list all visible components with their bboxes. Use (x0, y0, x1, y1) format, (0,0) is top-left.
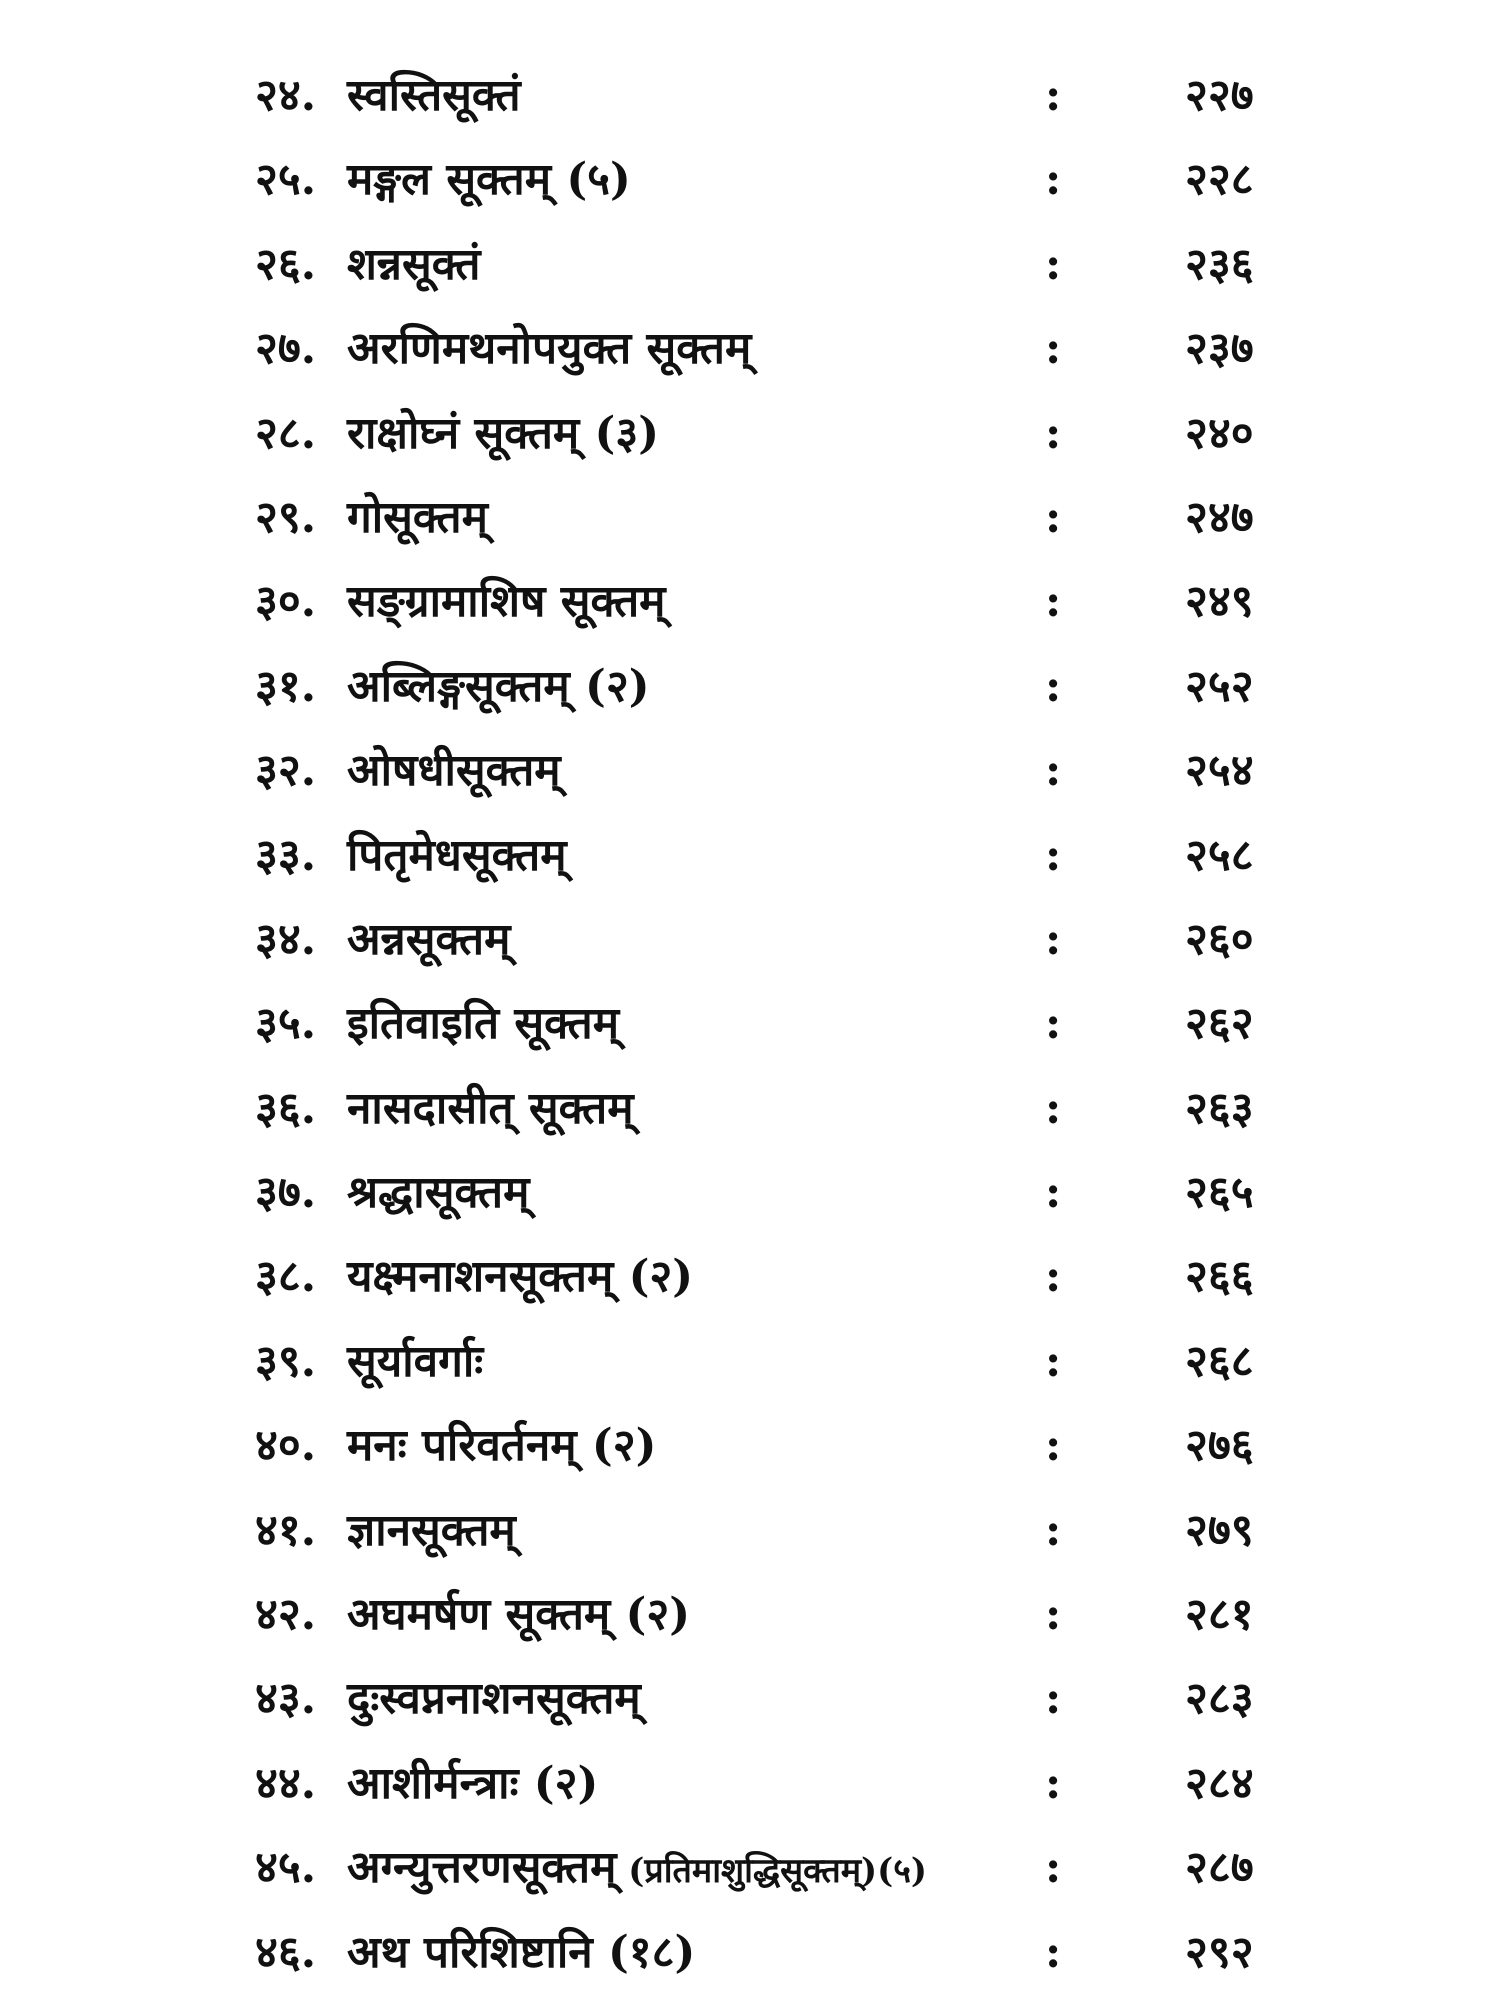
entry-number: ४४. (255, 1757, 317, 1809)
entry-separator: : (1045, 1167, 1062, 1219)
toc-entry (255, 1067, 1295, 1151)
entry-title: श्रद्धासूक्तम् (347, 1167, 530, 1219)
entry-separator: : (1045, 1926, 1062, 1978)
toc-entry (255, 1911, 1295, 1995)
entry-number: २५. (255, 154, 317, 206)
entry-number: २९. (255, 491, 317, 543)
entry-title-text: अग्न्युत्तरणसूक्तम् (347, 1842, 617, 1894)
entry-number: ३२. (255, 745, 317, 797)
toc-entry (255, 1320, 1295, 1404)
toc-entry (255, 645, 1295, 729)
entry-number: ३६. (255, 1082, 317, 1134)
entry-number: ३५. (255, 998, 317, 1050)
entry-number: ३७. (255, 1167, 317, 1219)
entry-separator: : (1045, 829, 1062, 881)
entry-separator: : (1045, 1673, 1062, 1725)
entry-title (347, 1826, 927, 1913)
entry-number: ४५. (255, 1842, 317, 1894)
entry-number: २४. (255, 70, 317, 121)
entry-page-number: २५८ (1185, 829, 1254, 881)
entry-separator: : (1045, 491, 1062, 543)
entry-page-number: २२७ (1185, 70, 1254, 121)
entry-title: राक्षोघ्नं सूक्तम् (३) (347, 407, 660, 459)
entry-separator: : (1045, 1757, 1062, 1809)
toc-entry (255, 54, 1295, 138)
toc-entry (255, 898, 1295, 982)
toc-entry (255, 814, 1295, 898)
entry-title: अथ परिशिष्टानि (१८) (347, 1926, 696, 1978)
toc-entry (255, 1657, 1295, 1741)
toc-entry (255, 560, 1295, 644)
entry-number: ३३. (255, 829, 317, 881)
toc-entry (255, 729, 1295, 813)
entry-page-number: २३६ (1185, 238, 1254, 290)
entry-title: आशीर्मन्त्राः (२) (347, 1757, 599, 1809)
entry-number: ४६. (255, 1926, 317, 1978)
entry-separator: : (1045, 1589, 1062, 1641)
entry-separator: : (1045, 1082, 1062, 1134)
entry-subtitle-note: (प्रतिमाशुद्धिसूक्तम्)(५) (616, 1851, 927, 1892)
entry-page-number: २६२ (1185, 998, 1254, 1050)
entry-page-number: २४७ (1185, 491, 1254, 543)
entry-page-number: २८४ (1185, 1757, 1254, 1809)
toc-entry (255, 1573, 1295, 1657)
entry-separator: : (1045, 913, 1062, 965)
toc-entry (255, 138, 1295, 222)
toc-entry (255, 223, 1295, 307)
table-of-contents (255, 54, 1295, 1995)
entry-separator: : (1045, 323, 1062, 375)
entry-page-number: २६३ (1185, 1082, 1254, 1134)
entry-title: मनः परिवर्तनम् (२) (347, 1420, 657, 1472)
entry-number: ३०. (255, 576, 317, 628)
toc-entry (255, 1742, 1295, 1826)
toc-entry (255, 392, 1295, 476)
toc-entry (255, 1151, 1295, 1235)
entry-page-number: २९२ (1185, 1926, 1254, 1978)
entry-number: ४१. (255, 1504, 317, 1556)
entry-title: अघमर्षण सूक्तम् (२) (347, 1589, 691, 1641)
entry-separator: : (1045, 154, 1062, 206)
entry-number: ३९. (255, 1335, 317, 1387)
entry-separator: : (1045, 998, 1062, 1050)
entry-separator: : (1045, 1842, 1062, 1894)
entry-page-number: २५४ (1185, 745, 1254, 797)
toc-entry (255, 1489, 1295, 1573)
entry-page-number: २२८ (1185, 154, 1254, 206)
entry-number: ३१. (255, 660, 317, 712)
entry-page-number: २४९ (1185, 576, 1254, 628)
entry-number: २८. (255, 407, 317, 459)
entry-page-number: २६५ (1185, 1167, 1254, 1219)
entry-title: ओषधीसूक्तम् (347, 745, 561, 797)
entry-page-number: २८१ (1185, 1589, 1254, 1641)
entry-title: नासदासीत् सूक्तम् (347, 1082, 634, 1134)
toc-entry (255, 1235, 1295, 1319)
entry-title: अन्नसूक्तम् (347, 913, 511, 965)
entry-title: दुःस्वप्ननाशनसूक्तम् (347, 1673, 641, 1725)
entry-separator: : (1045, 70, 1062, 121)
entry-number: ४०. (255, 1420, 317, 1472)
entry-title: इतिवाइति सूक्तम् (347, 998, 620, 1050)
entry-separator: : (1045, 407, 1062, 459)
toc-entry (255, 476, 1295, 560)
entry-title: पितृमेधसूक्तम् (347, 829, 567, 881)
toc-entry (255, 1404, 1295, 1488)
entry-title: मङ्गल सूक्तम् (५) (347, 154, 631, 206)
entry-separator: : (1045, 1420, 1062, 1472)
entry-page-number: २८७ (1185, 1842, 1254, 1894)
entry-number: ४२. (255, 1589, 317, 1641)
entry-separator: : (1045, 238, 1062, 290)
entry-separator: : (1045, 576, 1062, 628)
entry-number: ४३. (255, 1673, 317, 1725)
entry-title: स्वस्तिसूक्तं (347, 70, 521, 121)
entry-title: अब्लिङ्गसूक्तम् (२) (347, 660, 650, 712)
entry-page-number: २४० (1185, 407, 1254, 459)
entry-title: सूर्यावर्गाः (347, 1335, 484, 1387)
entry-page-number: २५२ (1185, 660, 1254, 712)
entry-separator: : (1045, 660, 1062, 712)
entry-separator: : (1045, 745, 1062, 797)
entry-title: गोसूक्तम् (347, 491, 488, 543)
toc-entry (255, 307, 1295, 391)
entry-number: २६. (255, 238, 317, 290)
entry-page-number: २८३ (1185, 1673, 1254, 1725)
entry-page-number: २६० (1185, 913, 1254, 965)
entry-title: अरणिमथनोपयुक्त सूक्तम् (347, 323, 752, 375)
entry-page-number: २७६ (1185, 1420, 1254, 1472)
entry-page-number: २६८ (1185, 1335, 1254, 1387)
entry-separator: : (1045, 1335, 1062, 1387)
toc-entry (255, 982, 1295, 1066)
toc-entry (255, 1826, 1295, 1910)
entry-title: ज्ञानसूक्तम् (347, 1504, 516, 1556)
entry-page-number: २३७ (1185, 323, 1254, 375)
entry-number: २७. (255, 323, 317, 375)
entry-page-number: २७९ (1185, 1504, 1254, 1556)
entry-number: ३८. (255, 1251, 317, 1303)
entry-title: यक्ष्मनाशनसूक्तम् (२) (347, 1251, 694, 1303)
entry-page-number: २६६ (1185, 1251, 1254, 1303)
entry-number: ३४. (255, 913, 317, 965)
entry-separator: : (1045, 1504, 1062, 1556)
entry-separator: : (1045, 1251, 1062, 1303)
entry-title: सङ्ग्रामाशिष सूक्तम् (347, 576, 666, 628)
entry-title: शन्नसूक्तं (347, 238, 481, 290)
